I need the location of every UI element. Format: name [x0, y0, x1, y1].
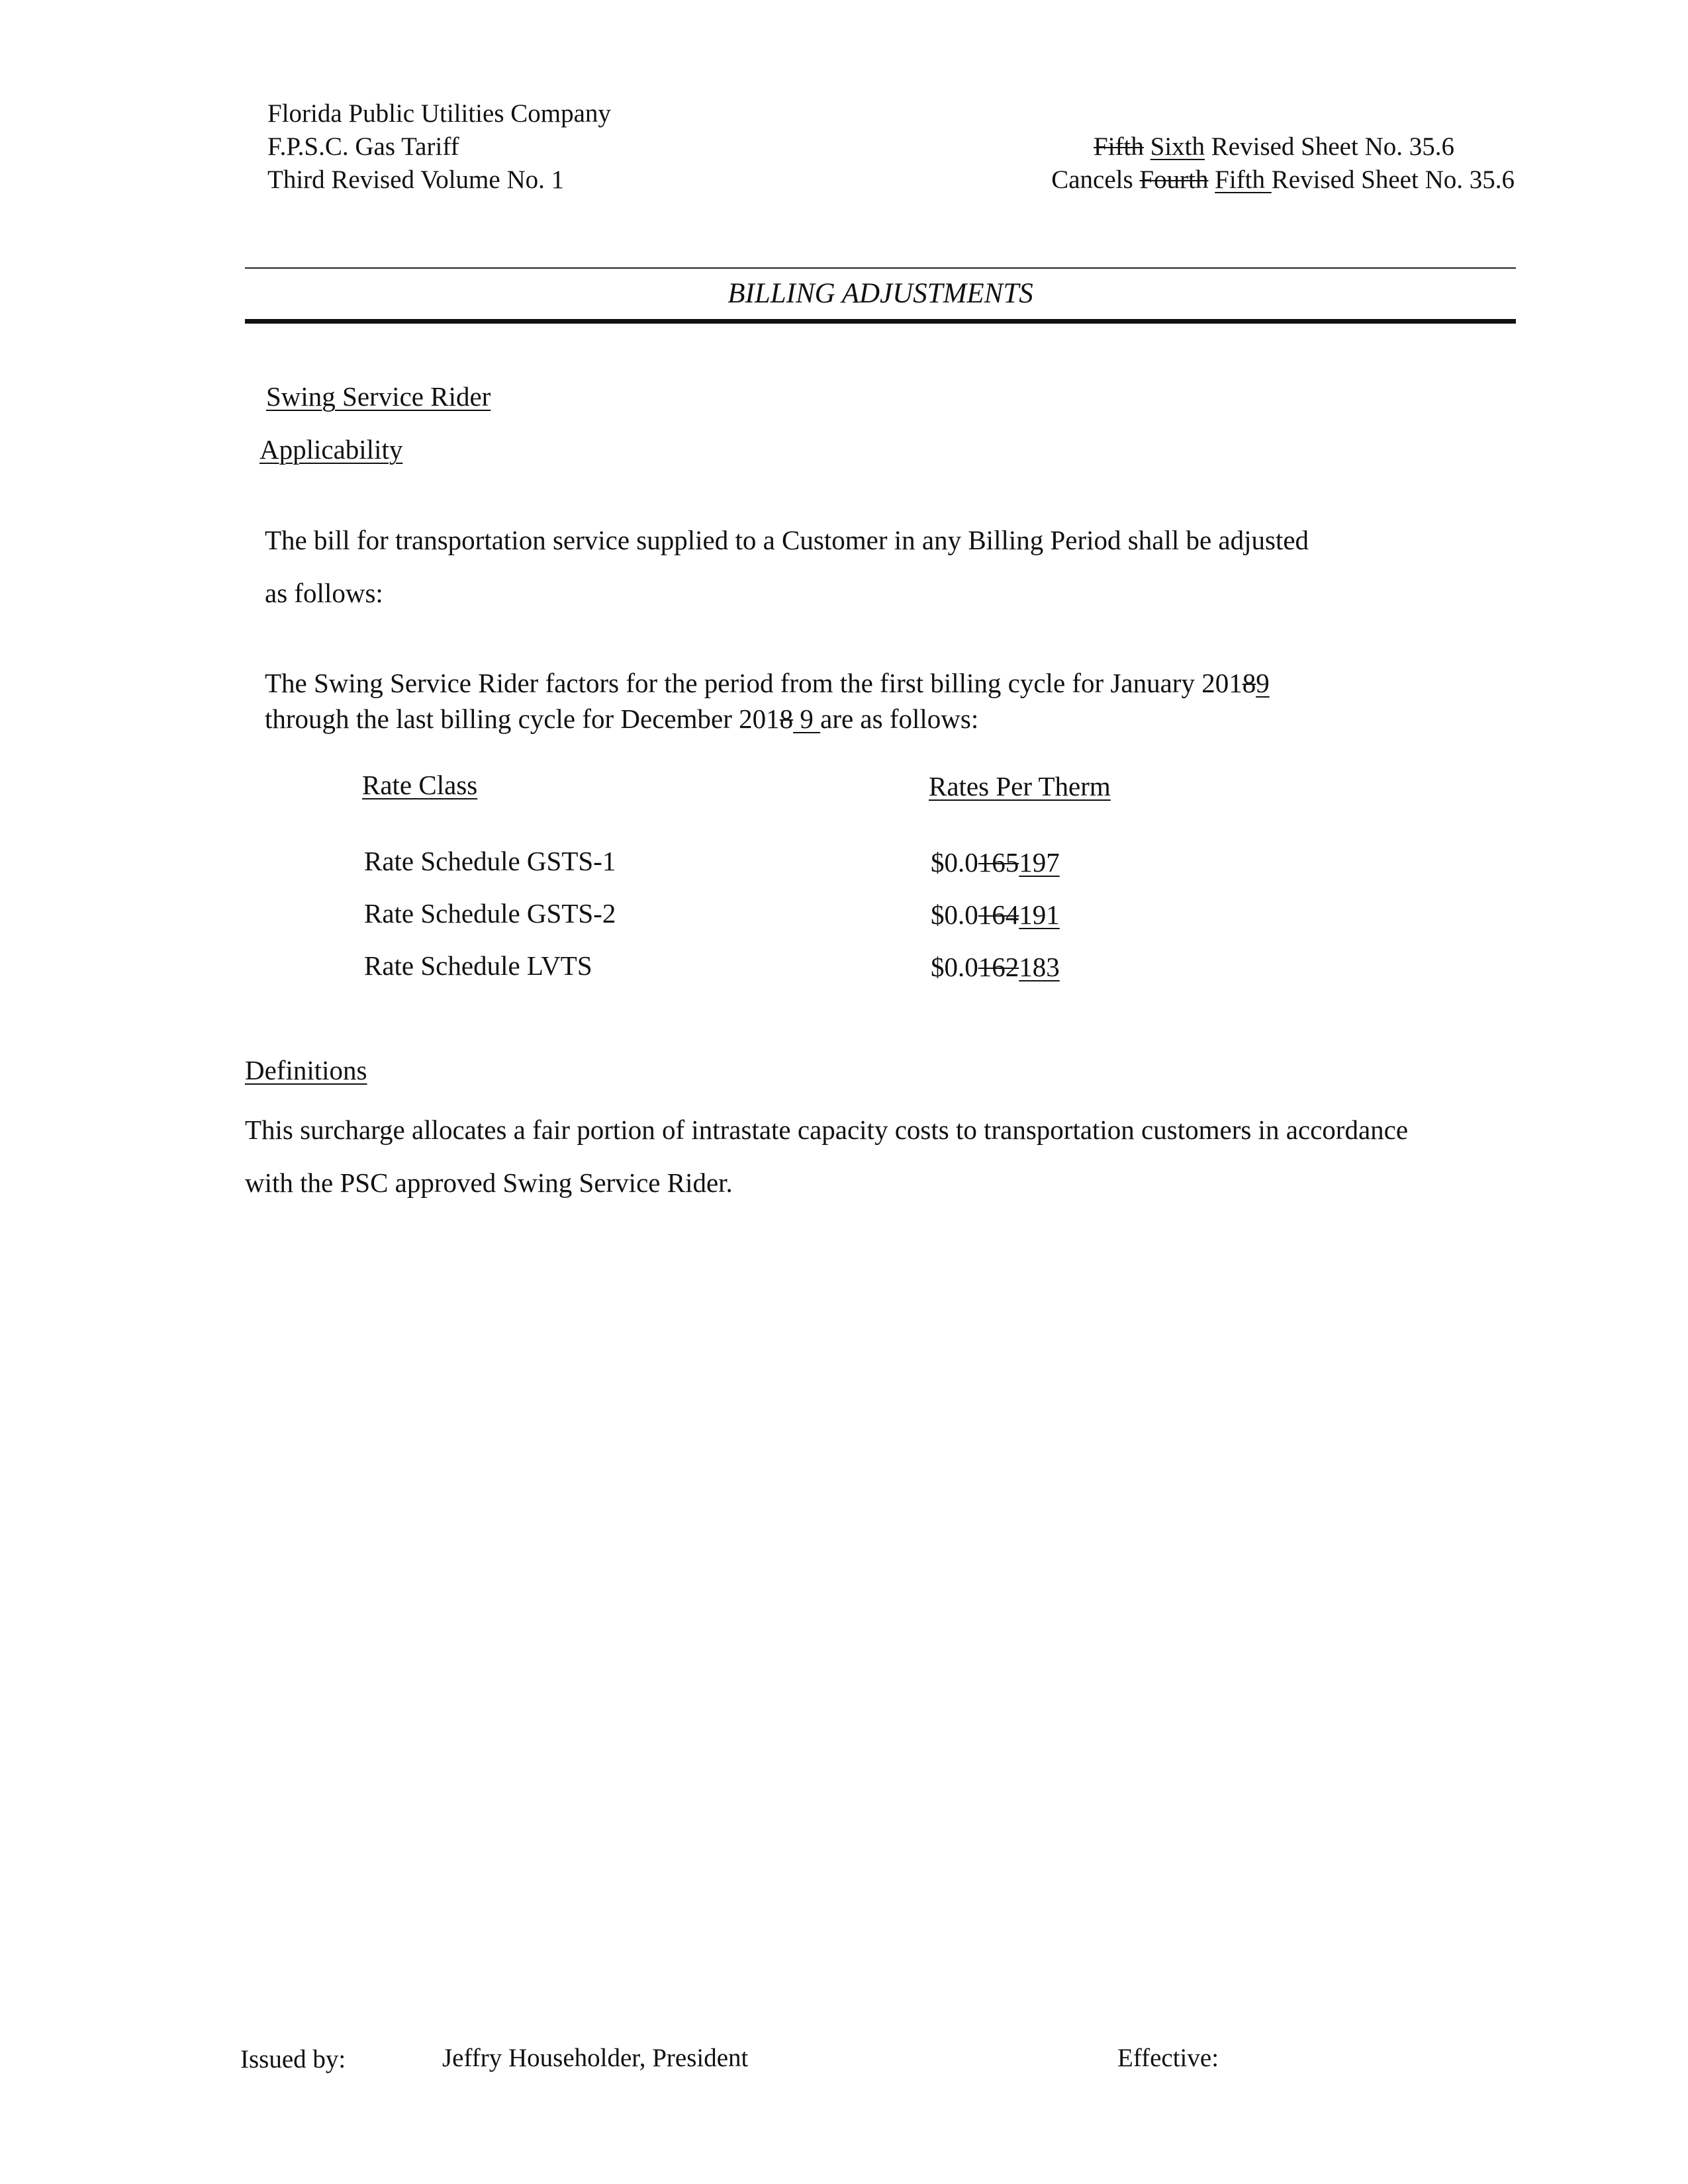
volume-name: Third Revised Volume No. 1 — [267, 165, 565, 194]
rate-row-value — [931, 846, 1060, 878]
tariff-name: F.P.S.C. Gas Tariff — [267, 132, 459, 161]
issuer-name: Jeffry Householder, President — [442, 2044, 749, 2072]
factors-line-1 — [265, 667, 1270, 699]
rate-inserted: 183 — [1019, 952, 1060, 982]
rider-title: Swing Service Rider — [266, 381, 491, 412]
rate-row-value — [931, 899, 1060, 931]
cancels-sheet-line — [1051, 163, 1515, 197]
rate-row-class: Rate Schedule LVTS — [364, 950, 592, 981]
rate-row-class: Rate Schedule GSTS-2 — [364, 898, 616, 929]
col-rates-per-therm: Rates Per Therm — [929, 771, 1111, 801]
rate-row-class: Rate Schedule GSTS-1 — [364, 846, 616, 876]
factors-year2-inserted: 9 — [793, 704, 821, 734]
issued-by-label: Issued by: — [240, 2045, 346, 2073]
company-name: Florida Public Utilities Company — [267, 99, 611, 128]
rate-struck: 165 — [978, 847, 1019, 878]
effective-label: Effective: — [1117, 2044, 1219, 2072]
section-title: BILLING ADJUSTMENTS — [727, 278, 1033, 309]
rate-struck: 162 — [978, 952, 1019, 982]
factors-year-inserted: 9 — [1256, 668, 1270, 698]
cancels-inserted: Fifth — [1215, 165, 1272, 194]
definitions-line-2: with the PSC approved Swing Service Rider. — [245, 1167, 733, 1198]
rate-struck: 164 — [978, 899, 1019, 930]
rate-inserted: 191 — [1019, 899, 1060, 930]
factors-line-2-text: through the last billing cycle for December 201 — [265, 704, 780, 734]
company-header — [267, 97, 611, 197]
cancels-rest: Revised Sheet No. 35.6 — [1271, 165, 1515, 194]
definitions-heading: Definitions — [245, 1055, 367, 1085]
factors-year-struck: 8 — [1242, 668, 1256, 698]
rate-prefix: $0.0 — [931, 899, 978, 930]
applicability-line-1: The bill for transportation service supplied to a Customer in any Billing Period shall be adjusted — [265, 525, 1309, 555]
applicability-heading: Applicability — [259, 434, 403, 465]
definitions-line-1: This surcharge allocates a fair portion of intrastate capacity costs to transportation customers in accordance — [245, 1115, 1409, 1145]
factors-line-2-tail: are as follows: — [820, 704, 979, 734]
rate-prefix: $0.0 — [931, 952, 978, 982]
factors-line-1-text: The Swing Service Rider factors for the period from the first billing cycle for January 201 — [265, 668, 1243, 698]
sheet-rest: Revised Sheet No. 35.6 — [1205, 132, 1454, 161]
rate-inserted: 197 — [1019, 847, 1060, 878]
top-divider — [245, 267, 1516, 269]
bottom-divider — [245, 319, 1516, 324]
cancels-prefix: Cancels — [1051, 165, 1140, 194]
sheet-number-line — [1094, 130, 1454, 163]
factors-line-2 — [265, 703, 978, 735]
col-rate-class: Rate Class — [362, 770, 478, 800]
cancels-struck: Fourth — [1139, 165, 1209, 194]
sheet-inserted: Sixth — [1150, 132, 1205, 161]
sheet-struck: Fifth — [1094, 132, 1144, 161]
rate-row-value — [931, 951, 1060, 983]
applicability-line-2: as follows: — [265, 578, 383, 608]
factors-year2-struck: 8 — [779, 704, 794, 734]
rate-prefix: $0.0 — [931, 847, 978, 878]
